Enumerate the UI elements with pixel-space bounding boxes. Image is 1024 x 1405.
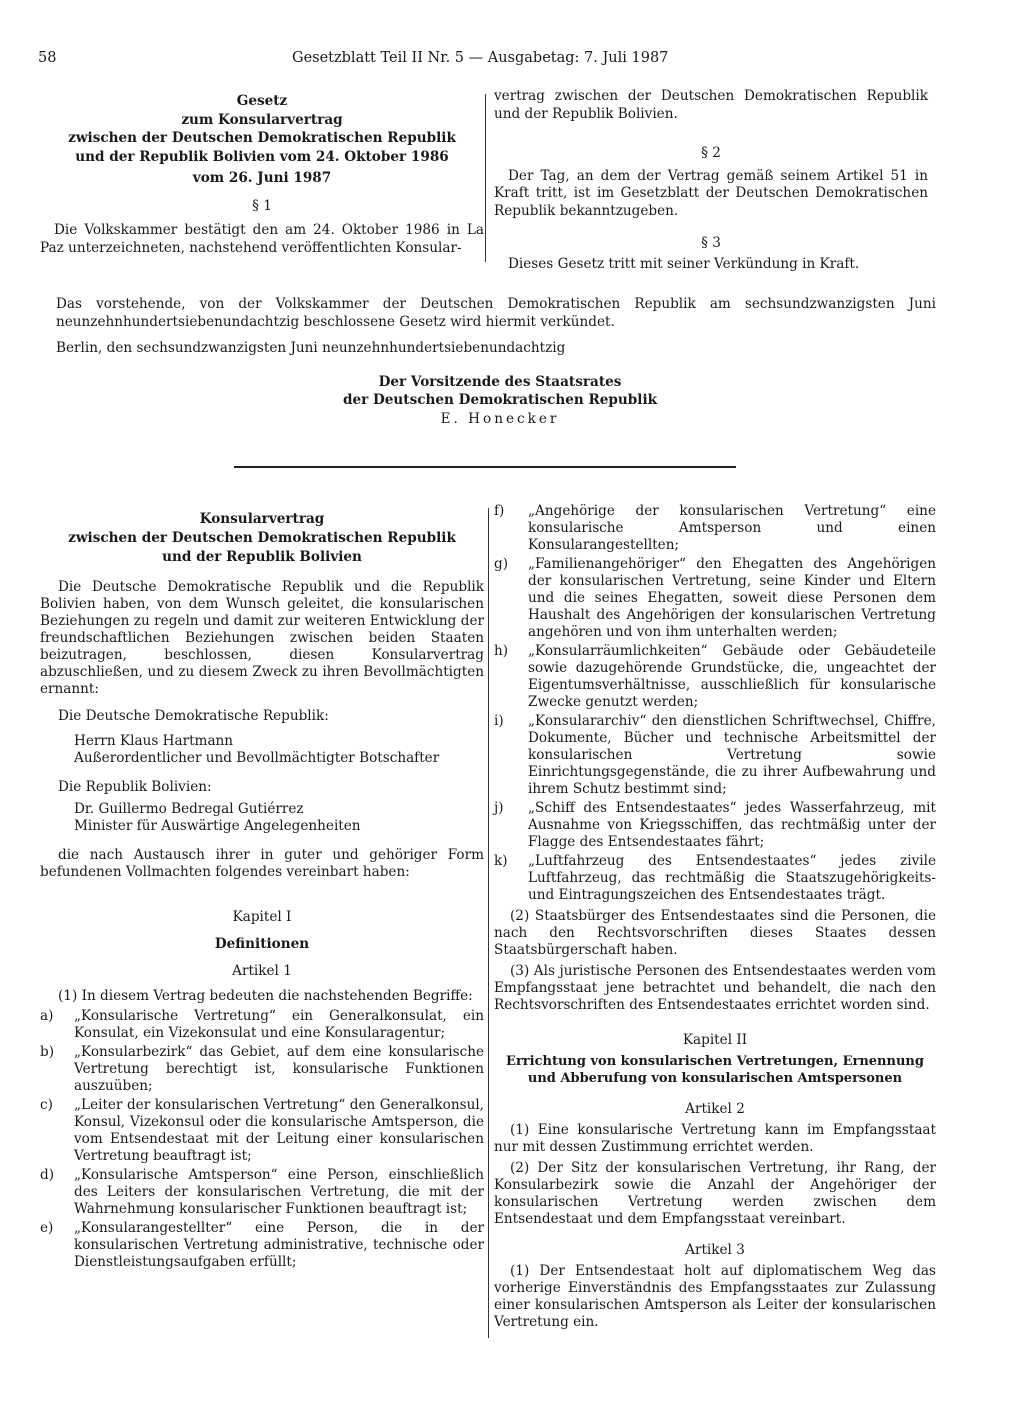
law-title-line: Gesetz	[236, 93, 288, 109]
definition-item	[494, 853, 936, 904]
header-title: Gesetzblatt Teil II Nr. 5 — Ausgabetag: 7. Juli 1987	[292, 50, 669, 66]
signature-block	[240, 374, 760, 429]
chapter-2-title	[494, 1053, 936, 1087]
definition-item	[494, 503, 936, 554]
definition-label: g)	[494, 556, 509, 572]
law-block-left	[40, 92, 484, 257]
party-2-role: Minister für Auswärtige Angelegenheiten	[74, 818, 361, 834]
chapter-1-heading: Kapitel I	[232, 909, 292, 925]
section-1-text: Die Volkskammer bestätigt den am 24. Oktober 1986 in La Paz unterzeichneten, nachstehend veröffentlichten Konsular-	[40, 222, 484, 256]
definition-item	[494, 643, 936, 711]
definitions-list-left	[40, 1008, 484, 1271]
law-title-line: zum Konsularvertrag	[181, 111, 343, 128]
definition-item	[40, 1220, 484, 1271]
article-3-paragraph-1: (1) Der Entsendestaat holt auf diplomatischem Weg das vorherige Einverständnis des Empfangsstaates zur Zulassung einer konsularischen Amtsperson als Leiter der konsularischen Vertretung ein.	[494, 1263, 936, 1330]
law-date: vom 26. Juni 1987	[192, 170, 332, 186]
definition-label: c)	[40, 1097, 53, 1113]
definition-text: „Konsularische Vertretung“ ein Generalkonsulat, ein Konsulat, ein Vizekonsulat und eine Konsularagentur;	[74, 1008, 484, 1041]
definition-item	[40, 1008, 484, 1042]
article-2-paragraph-1: (1) Eine konsularische Vertretung kann im Empfangsstaat nur mit dessen Zustimmung errichtet werden.	[494, 1122, 936, 1155]
article-3-heading: Artikel 3	[685, 1242, 745, 1258]
definition-label: d)	[40, 1167, 55, 1183]
column-divider	[488, 508, 489, 1338]
place-date: Berlin, den sechsundzwanzigsten Juni neunzehnhundertsiebenundachtzig	[56, 340, 566, 357]
party-1-role: Außerordentlicher und Bevollmächtigter Botschafter	[74, 750, 440, 766]
treaty-title-line: zwischen der Deutschen Demokratischen Republik	[68, 530, 456, 546]
definition-label: h)	[494, 643, 509, 659]
law-title	[40, 92, 484, 166]
definition-label: a)	[40, 1008, 54, 1024]
treaty-title	[40, 510, 484, 567]
signer-title-1: Der Vorsitzende des Staatsrates	[378, 374, 622, 390]
definition-text: „Schiff des Entsendestaates“ jedes Wasserfahrzeug, mit Ausnahme von Kriegsschiffen, das rechtmäßig unter der Flagge des Entsendestaates fährt;	[528, 800, 936, 850]
party-2-label: Die Republik Bolivien:	[58, 779, 212, 795]
definition-item	[40, 1167, 484, 1218]
definition-label: e)	[40, 1220, 54, 1236]
section-separator	[234, 466, 736, 468]
definition-text: „Familienangehöriger“ den Ehegatten des Angehörigen der konsularischen Vertretung, seine Kinder und Eltern und die seines Ehegatten, soweit diese Personen dem Haushalt des Angehörigen der konsularischen Vertretung angehören und von ihm unterhalten werden;	[528, 556, 936, 640]
signer-title-2: der Deutschen Demokratischen Republik	[342, 391, 658, 408]
definition-text: „Konsularbezirk“ das Gebiet, auf dem eine konsularische Vertretung berechtigt ist, konsularische Funktionen auszuüben;	[74, 1044, 484, 1094]
article-1-paragraph-3: (3) Als juristische Personen des Entsendestaates werden vom Empfangsstaat jene betrachtet und behandelt, die nach den Rechtsvorschriften des Entsendestaates errichtet worden sind.	[494, 963, 936, 1013]
definition-label: f)	[494, 503, 505, 519]
definition-label: b)	[40, 1044, 55, 1060]
definition-item	[40, 1097, 484, 1165]
article-1-heading: Artikel 1	[232, 963, 292, 979]
party-1-label: Die Deutsche Demokratische Republik:	[58, 708, 329, 724]
definition-item	[494, 713, 936, 798]
column-divider	[485, 94, 486, 262]
page-number: 58	[38, 50, 57, 66]
section-3-text: Dieses Gesetz tritt mit seiner Verkündung in Kraft.	[508, 256, 860, 273]
treaty-right-column	[494, 503, 936, 1331]
party-2-name: Dr. Guillermo Bedregal Gutiérrez	[74, 801, 304, 817]
definition-label: i)	[494, 713, 504, 729]
proclamation-text: Das vorstehende, von der Volkskammer der Deutschen Demokratischen Republik am sechsundzwanzigsten Juni neunzehnhundertsiebenundachtzig beschlossene Gesetz wird hiermit verkündet.	[56, 296, 936, 330]
definition-text: „Luftfahrzeug des Entsendestaates“ jedes zivile Luftfahrzeug, das rechtmäßig die Staatszugehörigkeits- und Eintragungszeichen des Entsendestaates trägt.	[528, 853, 936, 903]
article-1-intro: (1) In diesem Vertrag bedeuten die nachstehenden Begriffe:	[58, 988, 473, 1004]
agreement-text: die nach Austausch ihrer in guter und gehöriger Form befundenen Vollmachten folgendes vereinbart haben:	[40, 847, 484, 880]
section-1-heading: § 1	[252, 197, 272, 214]
party-2-representative	[40, 801, 484, 835]
chapter-2-heading: Kapitel II	[682, 1032, 748, 1048]
treaty-preamble: Die Deutsche Demokratische Republik und die Republik Bolivien haben, von dem Wunsch geleitet, die konsularischen Beziehungen zu regeln und damit zur weiteren Entwicklung der freundschaftlichen Beziehungen zwischen beiden Staaten beizutragen, beschlossen, diesen Konsularvertrag abzuschließen, und zu diesem Zweck zu ihren Bevollmächtigten ernannt:	[40, 579, 484, 697]
definition-text: „Konsularische Amtsperson“ eine Person, einschließlich des Leiters der konsularischen Vertretung, die mit der Wahrnehmung konsularischer Funktionen beauftragt ist;	[74, 1167, 484, 1217]
definition-text: „Leiter der konsularischen Vertretung“ den Generalkonsul, Konsul, Vizekonsul oder die konsularische Amtsperson, die vom Entsendestaat mit der Leitung einer konsularischen Vertretung beauftragt ist;	[74, 1097, 484, 1164]
article-2-paragraph-2: (2) Der Sitz der konsularischen Vertretung, ihr Rang, der Konsularbezirk sowie die Anzahl der Angehöriger der konsularischen Vertretung werden zwischen dem Entsendestaat und dem Empfangsstaat vereinbart.	[494, 1160, 936, 1227]
definition-label: k)	[494, 853, 508, 869]
chapter-2-title-line: Errichtung von konsularischen Vertretungen, Ernennung	[506, 1054, 924, 1069]
definition-text: „Angehörige der konsularischen Vertretung“ eine konsularische Amtsperson und einen Konsularangestellten;	[528, 503, 936, 553]
definition-text: „Konsularangestellter“ eine Person, die in der konsularischen Vertretung administrative, technische oder Dienstleistungsaufgaben erfüllt;	[74, 1220, 484, 1270]
definition-text: „Konsularräumlichkeiten“ Gebäude oder Gebäudeteile sowie dazugehörende Grundstücke, die, ungeachtet der Eigentumsverhältnisse, ausschließlich für konsularische Zwecke genutzt werden;	[528, 643, 936, 710]
treaty-title-line: und der Republik Bolivien	[162, 549, 362, 565]
section-2-text: Der Tag, an dem der Vertrag gemäß seinem Artikel 51 in Kraft tritt, ist im Gesetzblatt der Deutschen Demokratischen Republik bekanntzugeben.	[494, 167, 928, 219]
page-header	[38, 50, 678, 72]
law-title-line: und der Republik Bolivien vom 24. Oktober 1986	[75, 148, 449, 165]
section-3-heading: § 3	[701, 234, 721, 251]
treaty-title-line: Konsularvertrag	[199, 511, 325, 527]
article-1-paragraph-2: (2) Staatsbürger des Entsendestaates sind die Personen, die nach den Rechtsvorschriften dieses Staates dessen Staatsbürgerschaft haben.	[494, 908, 936, 958]
definition-label: j)	[494, 800, 504, 816]
party-1-name: Herrn Klaus Hartmann	[74, 733, 234, 749]
party-1-representative	[40, 733, 484, 767]
law-title-line: zwischen der Deutschen Demokratischen Republik	[68, 130, 456, 146]
chapter-2-title-line: und Abberufung von konsularischen Amtspersonen	[527, 1071, 903, 1086]
article-2-heading: Artikel 2	[685, 1101, 745, 1117]
definition-item	[40, 1044, 484, 1095]
proclamation	[56, 296, 936, 358]
section-1-continued: vertrag zwischen der Deutschen Demokratischen Republik und der Republik Bolivien.	[494, 88, 928, 122]
definition-item	[494, 556, 936, 641]
definition-item	[494, 800, 936, 851]
section-2-heading: § 2	[701, 145, 721, 162]
chapter-1-title: Definitionen	[214, 936, 310, 952]
signer-name: E. Honecker	[440, 411, 560, 428]
definitions-list-right	[494, 503, 936, 904]
treaty-left-column	[40, 510, 484, 1271]
definition-text: „Konsulararchiv“ den dienstlichen Schriftwechsel, Chiffre, Dokumente, Bücher und technische Arbeitsmittel der konsularischen Vertretung sowie Einrichtungsgegenstände, die zu ihrer Aufbewahrung und ihrem Schutz bestimmt sind;	[528, 713, 936, 797]
law-block-right	[494, 88, 928, 274]
